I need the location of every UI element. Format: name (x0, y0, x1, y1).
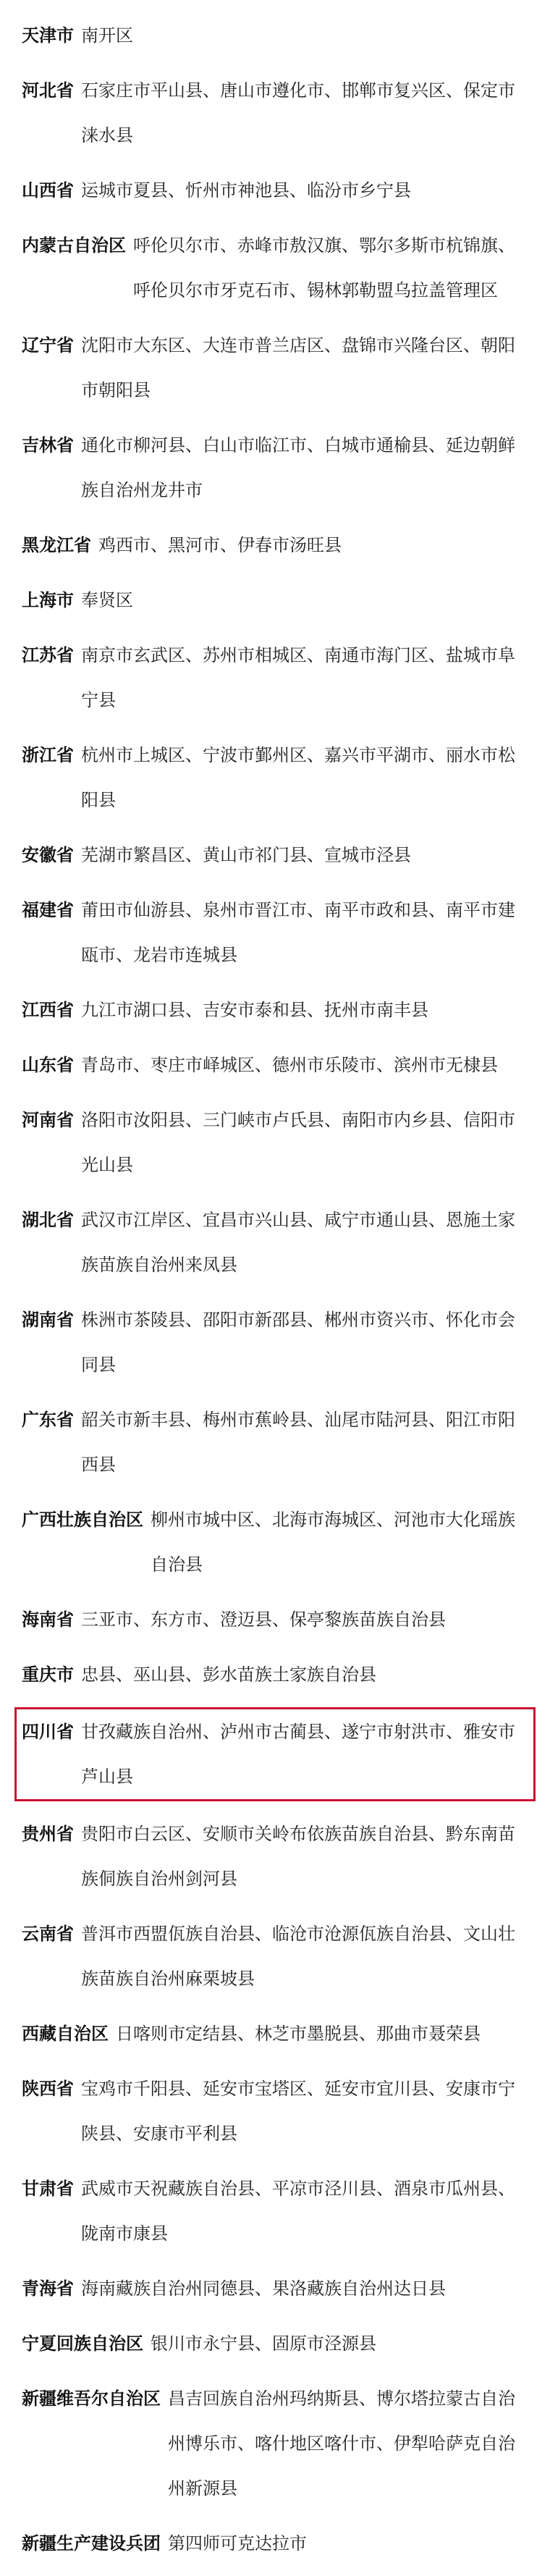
province-entry (22, 1098, 530, 1187)
province-entry (22, 833, 530, 877)
province-name: 河南省 (22, 1110, 74, 1130)
province-name: 安徽省 (22, 845, 74, 865)
place-list: 石家庄市平山县、唐山市遵化市、邯郸市复兴区、保定市涞水县 (81, 80, 515, 146)
place-list: 呼伦贝尔市、赤峰市敖汉旗、鄂尔多斯市杭锦旗、呼伦贝尔市牙克石市、锡林郭勒盟乌拉盖管理区 (133, 235, 515, 300)
province-name: 广西壮族自治区 (22, 1510, 143, 1530)
province-entry (22, 2376, 530, 2511)
place-list: 通化市柳河县、白山市临江市、白城市通榆县、延边朝鲜族自治州龙井市 (81, 435, 515, 500)
province-name: 陕西省 (22, 2079, 74, 2099)
highlighted-entry (14, 1707, 536, 1801)
province-name: 山东省 (22, 1055, 74, 1075)
place-list: 沈阳市大东区、大连市普兰店区、盘锦市兴隆台区、朝阳市朝阳县 (81, 335, 515, 400)
province-name: 福建省 (22, 900, 74, 920)
province-entry (22, 1197, 530, 1287)
province-entry (22, 168, 530, 213)
place-list: 海南藏族自治州同德县、果洛藏族自治州达日县 (81, 2278, 446, 2299)
place-list: 运城市夏县、忻州市神池县、临汾市乡宁县 (81, 180, 411, 201)
place-list: 昌吉回族自治州玛纳斯县、博尔塔拉蒙古自治州博乐市、喀什地区喀什市、伊犁哈萨克自治州新源县 (168, 2388, 515, 2499)
province-entry (22, 2521, 530, 2566)
place-list: 南京市玄武区、苏州市相城区、南通市海门区、盐城市阜宁县 (81, 645, 515, 710)
province-name: 江西省 (22, 1000, 74, 1020)
province-name: 新疆生产建设兵团 (22, 2533, 161, 2554)
place-list: 莆田市仙游县、泉州市晋江市、南平市政和县、南平市建瓯市、龙岩市连城县 (81, 900, 515, 965)
place-list: 普洱市西盟佤族自治县、临沧市沧源佤族自治县、文山壮族苗族自治州麻栗坡县 (81, 1924, 515, 1989)
place-list: 株洲市茶陵县、邵阳市新邵县、郴州市资兴市、怀化市会同县 (81, 1310, 515, 1375)
province-name: 西藏自治区 (22, 2024, 109, 2044)
province-name: 湖北省 (22, 1210, 74, 1230)
province-name: 辽宁省 (22, 335, 74, 355)
province-entry (22, 323, 530, 413)
province-name: 河北省 (22, 80, 74, 101)
province-entry (22, 1911, 530, 2001)
province-entry (22, 888, 530, 977)
province-entry (22, 1043, 530, 1087)
province-entry (22, 733, 530, 822)
province-name: 贵州省 (22, 1824, 74, 1844)
province-entry (22, 13, 530, 58)
place-list: 杭州市上城区、宁波市鄞州区、嘉兴市平湖市、丽水市松阳县 (81, 745, 515, 810)
province-name: 广东省 (22, 1410, 74, 1430)
province-entry (22, 2321, 530, 2366)
place-list: 银川市永宁县、固原市泾源县 (151, 2333, 376, 2354)
province-name: 江苏省 (22, 645, 74, 665)
province-name: 重庆市 (22, 1664, 74, 1685)
place-list: 鸡西市、黑河市、伊春市汤旺县 (98, 535, 342, 555)
place-list: 宝鸡市千阳县、延安市宝塔区、延安市宜川县、安康市宁陕县、安康市平利县 (81, 2079, 515, 2144)
province-entry (22, 2166, 530, 2256)
province-name: 内蒙古自治区 (22, 235, 126, 256)
province-name: 新疆维吾尔自治区 (22, 2388, 161, 2409)
province-entry (22, 1497, 530, 1587)
province-entry (22, 2266, 530, 2311)
province-entry (22, 68, 530, 158)
province-entry (22, 988, 530, 1032)
province-name: 四川省 (22, 1722, 74, 1742)
province-entry (22, 2011, 530, 2056)
place-list: 武威市天祝藏族自治县、平凉市泾川县、酒泉市瓜州县、陇南市康县 (81, 2179, 515, 2244)
place-list: 韶关市新丰县、梅州市蕉岭县、汕尾市陆河县、阳江市阳西县 (81, 1410, 515, 1475)
province-name: 浙江省 (22, 745, 74, 765)
place-list: 甘孜藏族自治州、泸州市古蔺县、遂宁市射洪市、雅安市芦山县 (81, 1722, 515, 1787)
province-name: 吉林省 (22, 435, 74, 455)
place-list: 芜湖市繁昌区、黄山市祁门县、宣城市泾县 (81, 845, 411, 865)
province-name: 上海市 (22, 590, 74, 610)
province-entry (22, 223, 530, 313)
province-entry (22, 2066, 530, 2156)
place-list: 忠县、巫山县、彭水苗族土家族自治县 (81, 1664, 376, 1685)
province-name: 黑龙江省 (22, 535, 91, 555)
province-entry (22, 1597, 530, 1642)
province-name: 云南省 (22, 1924, 74, 1944)
province-name: 湖南省 (22, 1310, 74, 1330)
place-list: 九江市湖口县、吉安市泰和县、抚州市南丰县 (81, 1000, 428, 1020)
province-name: 海南省 (22, 1609, 74, 1630)
province-entry (22, 1811, 530, 1901)
province-entry (22, 1397, 530, 1487)
place-list: 三亚市、东方市、澄迈县、保亭黎族苗族自治县 (81, 1609, 446, 1630)
place-list: 武汉市江岸区、宜昌市兴山县、咸宁市通山县、恩施土家族苗族自治州来凤县 (81, 1210, 515, 1275)
province-entry (22, 633, 530, 723)
place-list: 奉贤区 (81, 590, 133, 610)
province-entry (22, 1297, 530, 1387)
place-list: 洛阳市汝阳县、三门峡市卢氏县、南阳市内乡县、信阳市光山县 (81, 1110, 515, 1175)
place-list: 南开区 (81, 25, 133, 46)
place-list: 青岛市、枣庄市峄城区、德州市乐陵市、滨州市无棣县 (81, 1055, 498, 1075)
place-list: 第四师可克达拉市 (168, 2533, 307, 2554)
province-name: 青海省 (22, 2278, 74, 2299)
place-list: 日喀则市定结县、林芝市墨脱县、那曲市聂荣县 (116, 2024, 481, 2044)
province-name: 山西省 (22, 180, 74, 201)
place-list: 贵阳市白云区、安顺市关岭布依族苗族自治县、黔东南苗族侗族自治州剑河县 (81, 1824, 515, 1889)
province-name: 甘肃省 (22, 2179, 74, 2199)
province-entry (22, 523, 530, 568)
province-entry (22, 1652, 530, 1697)
province-entry (22, 423, 530, 513)
place-list: 柳州市城中区、北海市海城区、河池市大化瑶族自治县 (151, 1510, 515, 1575)
province-name: 宁夏回族自治区 (22, 2333, 143, 2354)
province-entry (22, 578, 530, 623)
province-name: 天津市 (22, 25, 74, 46)
